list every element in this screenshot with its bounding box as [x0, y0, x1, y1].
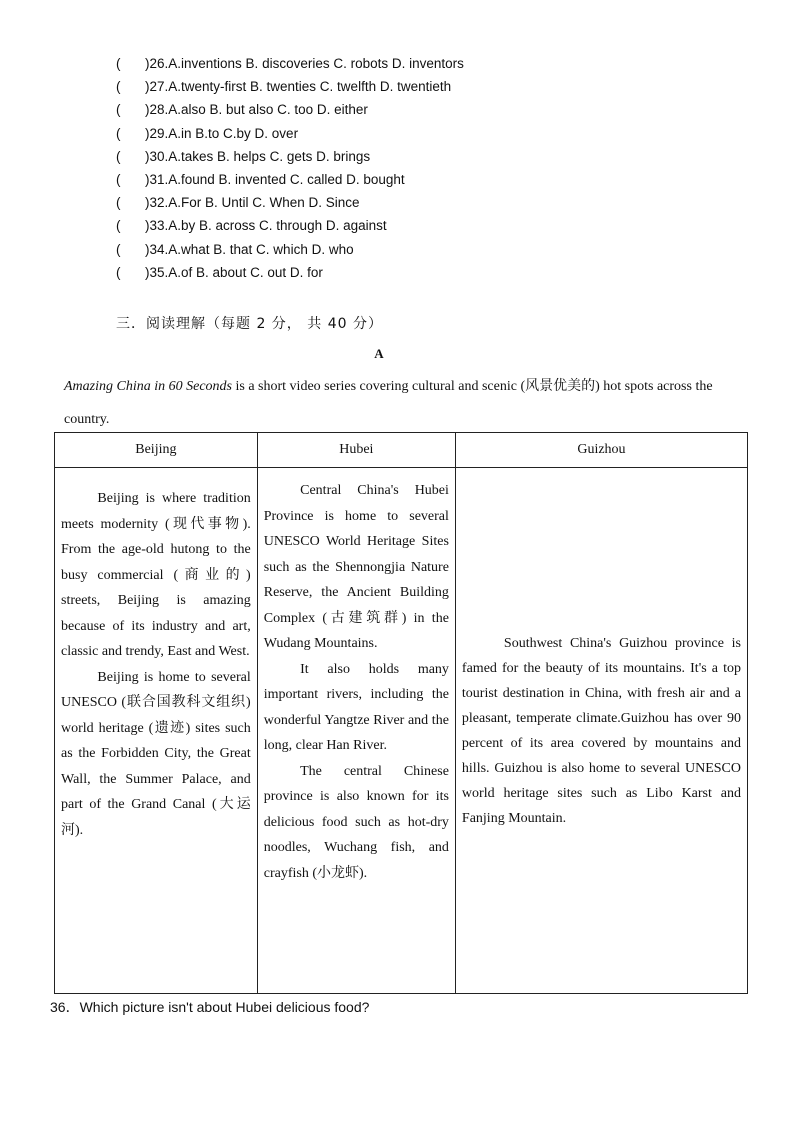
- question-text: )32.A.For B. Until C. When D. Since: [145, 195, 360, 211]
- question-text: )35.A.of B. about C. out D. for: [145, 264, 323, 280]
- question-36: 36．Which picture isn't about Hubei delicious food?: [50, 999, 370, 1015]
- question-row: [116, 168, 464, 191]
- question-row: [116, 191, 464, 214]
- answer-paren: (: [116, 79, 121, 95]
- question-text: )30.A.takes B. helps C. gets D. brings: [145, 148, 371, 164]
- intro-text: is a short video series covering cultural and scenic (风景优美的) hot spots across the country.: [64, 379, 713, 427]
- guizhou-paragraph: Southwest China's Guizhou province is famed for the beauty of its mountains. It's a top tourist destination in China, with fresh air and a pleasant, temperate climate.Guizhou has over 90 percent of its area covered by mountains and hills. Guizhou is also home to several UNESCO world heritage sites such as Libo Karst and Fanjing Mountain.: [461, 635, 741, 826]
- question-list: [116, 52, 464, 284]
- question-text: )31.A.found B. invented C. called D. bought: [145, 171, 405, 187]
- table-body-row: [55, 468, 748, 994]
- question-row: [116, 261, 464, 284]
- header-beijing: Beijing: [55, 433, 258, 468]
- question-text: )27.A.twenty-first B. twenties C. twelfth D. twentieth: [145, 79, 452, 95]
- section-title: 三．阅读理解（每题 2 分， 共 40 分）: [116, 316, 383, 332]
- guizhou-wrap: [462, 478, 741, 983]
- answer-paren: (: [116, 56, 121, 71]
- answer-paren: (: [116, 125, 121, 141]
- question-row: [116, 214, 464, 237]
- beijing-paragraph: Beijing is where tradition meets modernity (现代事物). From the age-old hutong to the busy commercial (商业的) streets, Beijing is amazing because of its industry and art, classic and trendy, East and West.: [61, 491, 251, 659]
- table-header-row: [55, 433, 748, 468]
- question-row: [116, 52, 464, 75]
- question-text: )29.A.in B.to C.by D. over: [145, 125, 299, 141]
- question-row: [116, 122, 464, 145]
- question-row: [116, 238, 464, 261]
- hubei-cell: [257, 468, 455, 994]
- answer-paren: (: [116, 195, 121, 211]
- guizhou-cell: [455, 468, 747, 994]
- question-row: [116, 75, 464, 98]
- beijing-cell: [55, 468, 258, 994]
- answer-paren: (: [116, 171, 121, 187]
- header-guizhou: Guizhou: [455, 433, 747, 468]
- hubei-paragraph: It also holds many important rivers, including the wonderful Yangtze River and the long, clear Han River.: [263, 661, 449, 753]
- question-text: )33.A.by B. across C. through D. against: [145, 218, 387, 234]
- answer-paren: (: [116, 148, 121, 164]
- hubei-paragraph: The central Chinese province is also known for its delicious food such as hot-dry noodles, Wuchang fish, and crayfish (小龙虾).: [263, 763, 449, 881]
- answer-paren: (: [116, 264, 121, 280]
- question-text: )26.A.inventions B. discoveries C. robots D. inventors: [145, 56, 464, 71]
- header-hubei: Hubei: [257, 433, 455, 468]
- question-text: )28.A.also B. but also C. too D. either: [145, 102, 368, 118]
- question-row: [116, 98, 464, 121]
- answer-paren: (: [116, 218, 121, 234]
- province-table: [54, 432, 748, 994]
- answer-paren: (: [116, 102, 121, 118]
- question-row: [116, 145, 464, 168]
- passage-intro: [64, 370, 744, 436]
- beijing-paragraph: Beijing is home to several UNESCO (联合国教科文组织) world heritage (遗迹) sites such as the Forbidden City, the Great Wall, the Summer Palace, and part of the Grand Canal (大运河).: [61, 669, 251, 838]
- passage-label: A: [374, 346, 384, 361]
- question-text: )34.A.what B. that C. which D. who: [145, 241, 354, 257]
- answer-paren: (: [116, 241, 121, 257]
- video-series-title: Amazing China in 60 Seconds: [64, 379, 232, 394]
- hubei-paragraph: Central China's Hubei Province is home to several UNESCO World Heritage Sites such as the Shennongjia Nature Reserve, the Ancient Building Complex (古建筑群) in the Wudang Mountains.: [263, 483, 449, 651]
